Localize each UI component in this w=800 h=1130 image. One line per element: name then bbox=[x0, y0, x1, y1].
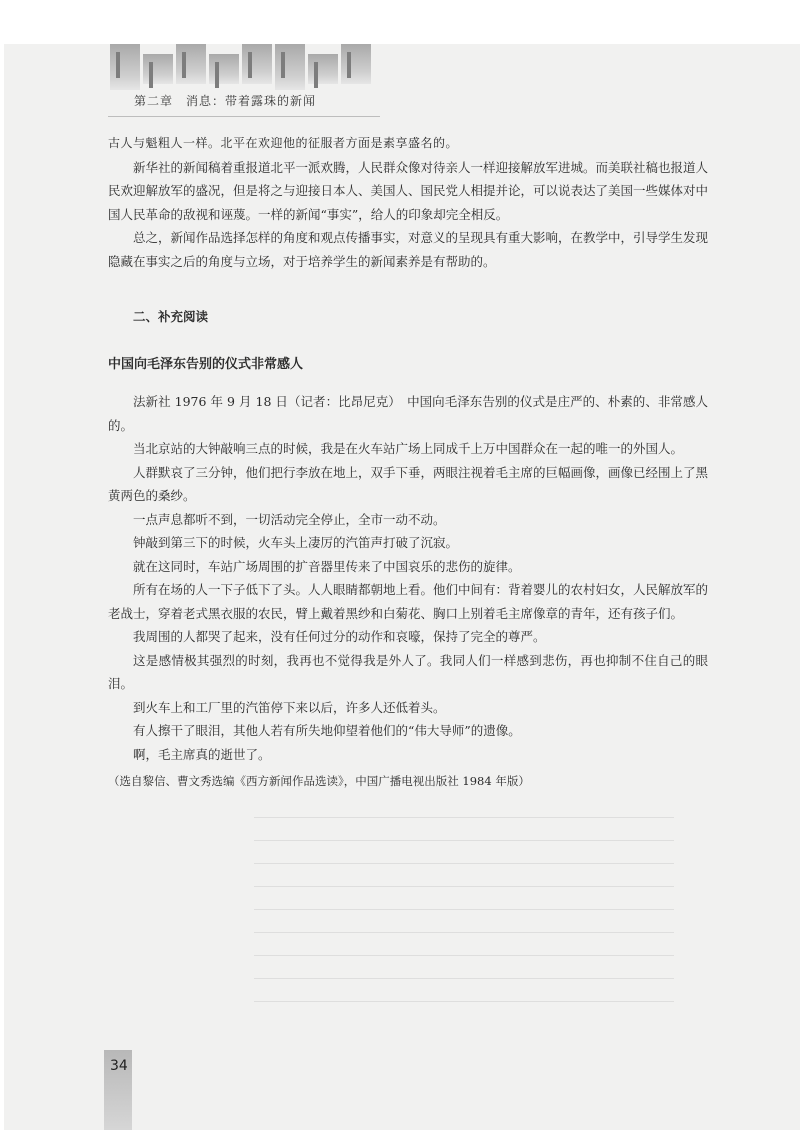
chapter-title: 第二章 消息：带着露珠的新闻 bbox=[134, 94, 317, 108]
article-paragraph: 所有在场的人一下子低下了头。人人眼睛都朝地上看。他们中间有：背着婴儿的农村妇女，人民解放军的老战士，穿着老式黑衣服的农民，臂上戴着黑纱和白菊花、胸口上别着毛主席像章的青年，还有孩子们。 bbox=[108, 582, 709, 621]
header-decoration bbox=[110, 44, 380, 90]
article-paragraph: 有人擦干了眼泪，其他人若有所失地仰望着他们的“伟大导师”的遗像。 bbox=[133, 723, 521, 738]
article-paragraph: 人群默哀了三分钟，他们把行李放在地上，双手下垂，两眼注视着毛主席的巨幅画像，画像已经围上了黑黄两色的桑纱。 bbox=[108, 464, 709, 503]
faint-background-text bbox=[254, 804, 674, 1024]
paragraph: 新华社的新闻稿着重报道北平一派欢腾，人民群众像对待亲人一样迎接解放军进城。而美联社稿也报道人民欢迎解放军的盛况，但是将之与迎接日本人、美国人、国民党人相提并论，可以说表达了美国一些媒体对中国人民革命的敌视和诬蔑。一样的新闻“事实”，给人的印象却完全相反。 bbox=[108, 159, 709, 222]
article-paragraph: 法新社 1976 年 9 月 18 日（记者：比昂尼克） 中国向毛泽东告别的仪式是庄严的、朴素的、非常感人的。 bbox=[108, 394, 708, 433]
article-paragraph: 这是感情极其强烈的时刻，我再也不觉得我是外人了。我同人们一样感到悲伤，再也抑制不住自己的眼泪。 bbox=[108, 652, 708, 691]
article-paragraph: 一点声息都听不到，一切活动完全停止，全市一动不动。 bbox=[133, 511, 446, 527]
article-paragraph: 我周围的人都哭了起来，没有任何过分的动作和哀嚎，保持了完全的尊严。 bbox=[133, 629, 546, 644]
paragraph: 总之，新闻作品选择怎样的角度和观点传播事实，对意义的呈现具有重大影响，在教学中，引导学生发现隐藏在事实之后的角度与立场，对于培养学生的新闻素养是有帮助的。 bbox=[108, 230, 709, 269]
header-divider bbox=[108, 116, 380, 117]
article-paragraph: 就在这同时，车站广场周围的扩音器里传来了中国哀乐的悲伤的旋律。 bbox=[133, 558, 521, 574]
article-paragraph: 啊，毛主席真的逝世了。 bbox=[133, 746, 271, 762]
book-page bbox=[4, 44, 800, 1130]
source-citation: （选自黎信、曹文秀选编《西方新闻作品选读》，中国广播电视出版社 1984 年版） bbox=[108, 774, 530, 788]
page-content bbox=[108, 132, 708, 794]
article-paragraph: 当北京站的大钟敲响三点的时候，我是在火车站广场上同成千上万中国群众在一起的唯一的外国人。 bbox=[133, 441, 684, 456]
page-number: 34 bbox=[110, 1058, 128, 1074]
article-paragraph: 到火车上和工厂里的汽笛停下来以后，许多人还低着头。 bbox=[133, 699, 446, 715]
article-title: 中国向毛泽东告别的仪式非常感人 bbox=[108, 356, 304, 372]
paragraph: 古人与魁粗人一样。北平在欢迎他的征服者方面是素享盛名的。 bbox=[108, 136, 459, 150]
section-title: 二、补充阅读 bbox=[133, 309, 209, 324]
article-paragraph: 钟敲到第三下的时候，火车头上凄厉的汽笛声打破了沉寂。 bbox=[133, 535, 459, 550]
